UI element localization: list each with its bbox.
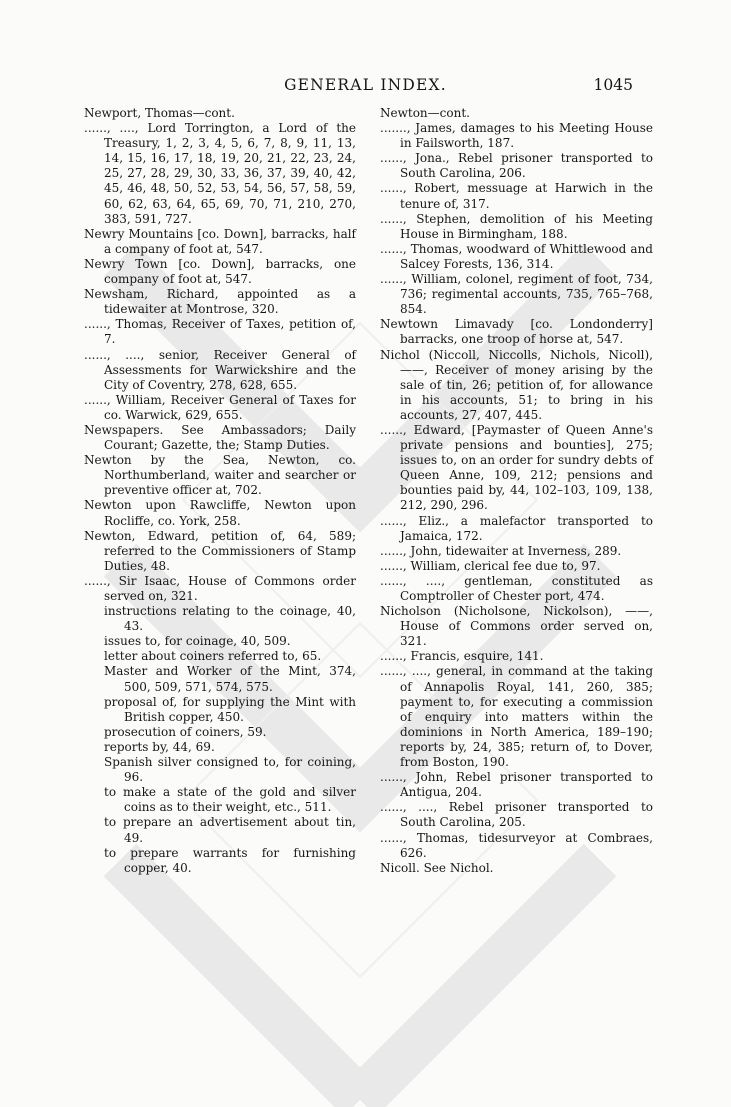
index-entry: Newry Mountains [co. Down], barracks, half a company of foot at, 547. — [84, 226, 356, 256]
index-entry: Newton—cont. — [380, 106, 470, 120]
index-entry: Newton by the Sea, Newton, co. Northumberland, waiter and searcher or preventive officer at, 702. — [84, 453, 356, 498]
index-entry: ......, Stephen, demolition of his Meeting House in Birmingham, 188. — [380, 211, 653, 241]
index-entry: ......, Jona., Rebel prisoner transported to South Carolina, 206. — [380, 151, 653, 181]
index-entry: ......, ...., Lord Torrington, a Lord of the Treasury, 1, 2, 3, 4, 5, 6, 7, 8, 9, 11, 13, 14, 15, 16, 17, 18, 19, 20, 21, 22, 23, 24, 25, 27, 28, 29, 30, 33, 36, 37, 39, 40, 42, 45, 46, 48, 50, 52, 53, 54, 56, 57, 58, 59, 60, 62, 63, 64, 65, 69, 70, 71, 210, 270, 383, 591, 727. — [84, 121, 356, 226]
index-entry: ......, John, Rebel prisoner transported to Antigua, 204. — [380, 770, 653, 800]
page-number: 1045 — [593, 76, 633, 94]
index-entry: Nichol (Niccoll, Niccolls, Nichols, Nicoll), ——, Receiver of money arising by the sale of tin, 26; petition of, for allowance in his accounts, 51; to bring in his accounts, 27, 407, 445. — [380, 347, 653, 422]
index-entry: ......, ...., gentleman, constituted as Comptroller of Chester port, 474. — [380, 573, 653, 603]
index-entry: ......, Sir Isaac, House of Commons order served on, 321. — [84, 573, 356, 603]
index-entry: ......, John, tidewaiter at Inverness, 289. — [380, 543, 622, 558]
index-entry: letter about coiners referred to, 65. — [104, 649, 322, 664]
index-entry: ......, Robert, messuage at Harwich in the tenure of, 317. — [380, 181, 653, 211]
index-column-right — [380, 106, 653, 876]
index-entry: proposal of, for supplying the Mint with British copper, 450. — [104, 694, 356, 724]
index-entry: to prepare warrants for furnishing copper, 40. — [104, 845, 356, 875]
index-entry: Master and Worker of the Mint, 374, 500, 509, 571, 574, 575. — [104, 664, 356, 694]
index-entry: ......, Eliz., a malefactor transported to Jamaica, 172. — [380, 513, 653, 543]
index-entry: ......, ...., Rebel prisoner transported to South Carolina, 205. — [380, 800, 653, 830]
index-entry: to prepare an advertisement about tin, 49. — [104, 815, 356, 845]
index-entry: ......, Thomas, Receiver of Taxes, petition of, 7. — [84, 317, 356, 347]
index-entry: Newtown Limavady [co. Londonderry] barracks, one troop of horse at, 547. — [380, 317, 653, 347]
index-entry: to make a state of the gold and silver coins as to their weight, etc., 511. — [104, 785, 356, 815]
index-entry: Nicholson (Nicholsone, Nickolson), ——, House of Commons order served on, 321. — [380, 604, 653, 649]
page-title: GENERAL INDEX. — [284, 76, 447, 94]
index-entry: Nicoll. See Nichol. — [380, 860, 494, 875]
index-entry: ......, ...., senior, Receiver General of Assessments for Warwickshire and the City of Coventry, 278, 628, 655. — [84, 347, 356, 392]
index-entry: ......, ...., general, in command at the taking of Annapolis Royal, 141, 260, 385; payment to, for executing a commission of enquiry into matters within the dominions in North America, 189–190; reports by, 24, 385; return of, to Dover, from Boston, 190. — [380, 664, 653, 770]
index-entry: ......, William, colonel, regiment of foot, 734, 736; regimental accounts, 735, 765–768, 854. — [380, 272, 653, 317]
index-entry: Newspapers. See Ambassadors; Daily Courant; Gazette, the; Stamp Duties. — [84, 422, 356, 453]
index-entry: Newport, Thomas—cont. — [84, 106, 235, 120]
index-entry: ......, Thomas, tidesurveyor at Combraes, 626. — [380, 830, 653, 860]
index-entry: ......, Edward, [Paymaster of Queen Anne's private pensions and bounties], 275; issues to, on an order for sundry debts of Queen Anne, 109, 212; pensions and bounties paid by, 44, 102–103, 109, 138, 212, 290, 296. — [380, 422, 653, 513]
index-entry: Newton upon Rawcliffe, Newton upon Rocliffe, co. York, 258. — [84, 498, 356, 528]
index-entry: ......, Thomas, woodward of Whittlewood and Salcey Forests, 136, 314. — [380, 241, 653, 271]
index-entry: ......, Francis, esquire, 141. — [380, 649, 544, 664]
index-entry: ......., James, damages to his Meeting House in Failsworth, 187. — [380, 121, 653, 151]
index-entry: issues to, for coinage, 40, 509. — [104, 634, 291, 649]
index-entry: Spanish silver consigned to, for coining, 96. — [104, 755, 356, 785]
index-entry: Newry Town [co. Down], barracks, one company of foot at, 547. — [84, 256, 356, 287]
index-entry: instructions relating to the coinage, 40, 43. — [104, 604, 356, 634]
page-header — [0, 76, 731, 98]
index-column-left — [84, 106, 356, 876]
index-entry: prosecution of coiners, 59. — [104, 724, 267, 739]
index-entry: reports by, 44, 69. — [104, 739, 215, 754]
index-entry: ......, William, Receiver General of Taxes for co. Warwick, 629, 655. — [84, 392, 356, 422]
index-entry: Newton, Edward, petition of, 64, 589; referred to the Commissioners of Stamp Duties, 48. — [84, 528, 356, 573]
index-entry: ......, William, clerical fee due to, 97. — [380, 558, 601, 573]
index-entry: Newsham, Richard, appointed as a tidewaiter at Montrose, 320. — [84, 287, 356, 317]
